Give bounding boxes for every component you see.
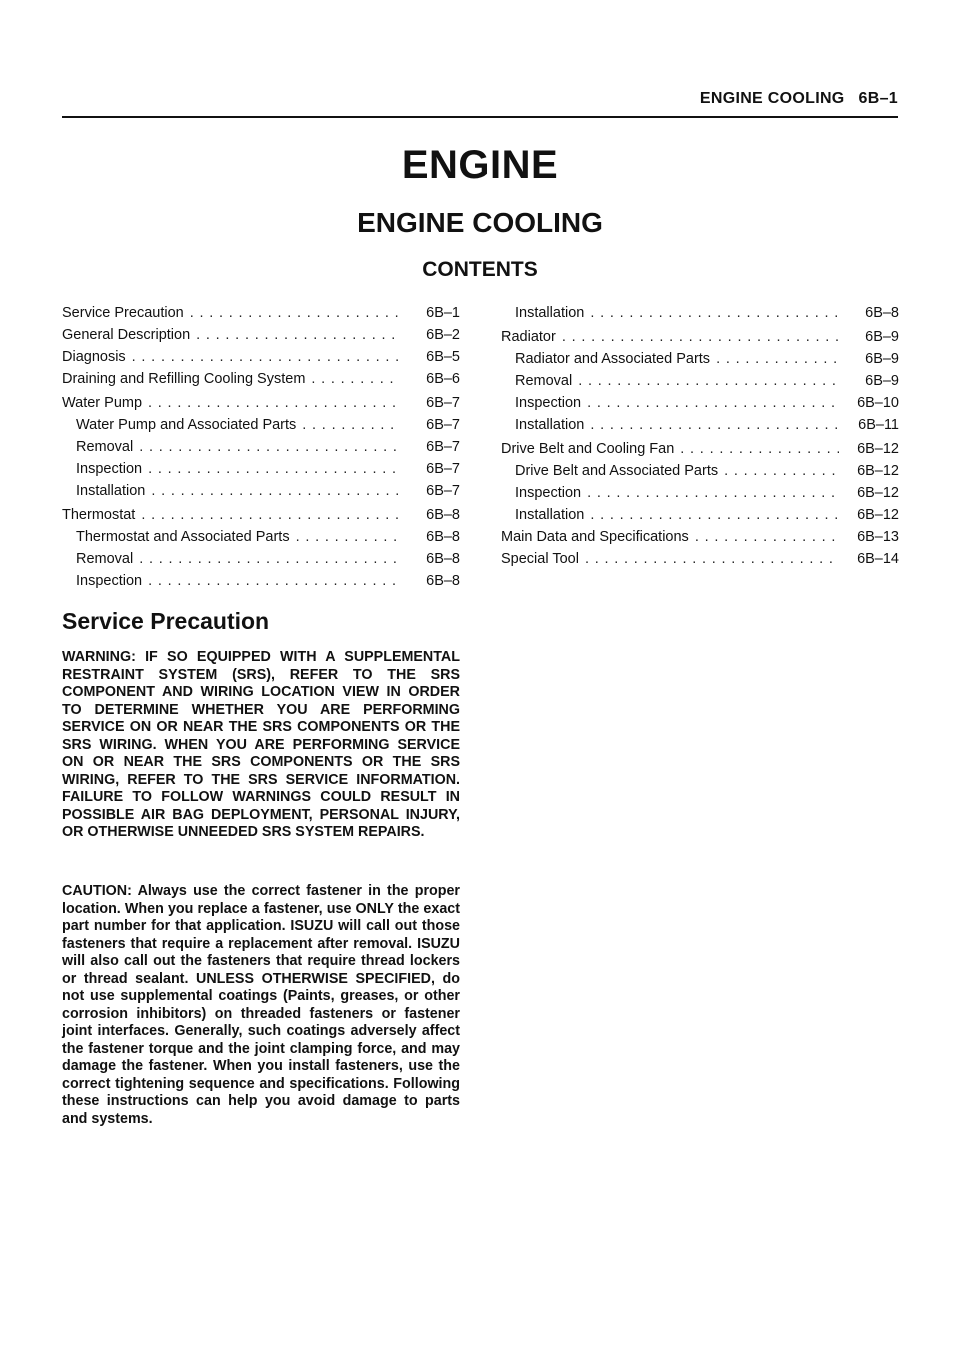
- toc-entry-label: Inspection: [515, 395, 582, 411]
- toc-entry[interactable]: [501, 395, 899, 417]
- toc-entry[interactable]: [62, 395, 460, 417]
- service-precaution-heading: Service Precaution: [62, 608, 270, 634]
- toc-entry-page: 6B–7: [426, 461, 460, 477]
- toc-entry-page: 6B–7: [426, 439, 460, 455]
- toc-entry[interactable]: [62, 439, 460, 461]
- toc-entry-label: Inspection: [76, 573, 143, 589]
- toc-entry-page: 6B–1: [426, 305, 460, 321]
- toc-entry-label: Inspection: [515, 485, 582, 501]
- toc-leader-dots: [590, 507, 839, 523]
- toc-entry-page: 6B–14: [857, 551, 899, 567]
- toc-entry[interactable]: [62, 573, 460, 595]
- toc-entry-label: Inspection: [76, 461, 143, 477]
- toc-entry[interactable]: [501, 529, 899, 551]
- chapter-title: ENGINE: [401, 143, 559, 187]
- section-title: ENGINE COOLING: [357, 207, 603, 238]
- toc-entry-page: 6B–10: [857, 395, 899, 411]
- toc-entry-label: Removal: [76, 439, 134, 455]
- contents-heading: CONTENTS: [422, 258, 538, 281]
- toc-entry-label: Radiator: [501, 329, 556, 345]
- toc-entry-page: 6B–8: [426, 529, 460, 545]
- toc-leader-dots: [590, 305, 839, 321]
- toc-entry-page: 6B–12: [857, 441, 899, 457]
- toc-leader-dots: [302, 417, 400, 433]
- toc-leader-dots: [151, 483, 400, 499]
- toc-leader-dots: [590, 417, 839, 433]
- toc-entry-page: 6B–12: [857, 463, 899, 479]
- toc-entry-page: 6B–8: [426, 573, 460, 589]
- toc-leader-dots: [148, 461, 400, 477]
- toc-entry-label: Radiator and Associated Parts: [515, 351, 711, 367]
- toc-entry[interactable]: [62, 483, 460, 505]
- toc-entry-label: Installation: [515, 305, 585, 321]
- toc-entry-label: Diagnosis: [62, 349, 126, 365]
- toc-leader-dots: [587, 395, 839, 411]
- toc-entry-label: Drive Belt and Associated Parts: [515, 463, 719, 479]
- running-header: [62, 88, 898, 118]
- toc-entry-label: Thermostat: [62, 507, 136, 523]
- toc-leader-dots: [680, 441, 839, 457]
- toc-leader-dots: [311, 371, 400, 387]
- toc-right-column: [501, 305, 899, 573]
- toc-leader-dots: [716, 351, 839, 367]
- toc-entry[interactable]: [501, 305, 899, 327]
- toc-entry-page: 6B–9: [865, 329, 899, 345]
- toc-leader-dots: [296, 529, 400, 545]
- toc-entry-page: 6B–6: [426, 371, 460, 387]
- toc-entry[interactable]: [501, 417, 899, 439]
- toc-left-column: [62, 305, 460, 595]
- toc-entry-label: Water Pump: [62, 395, 143, 411]
- caution-paragraph: CAUTION: Always use the correct fastener in the proper location. When you replace a fastener, use ONLY the exact part number for that application. ISUZU will call out those fasteners that require a replacement after removal. ISUZU will also call out the fasteners that require thread lockers or thread sealant. UNLESS OTHERWISE SPECIFIED, do not use supplemental coatings (Paints, greases, or other corrosion inhibitors) on threaded fasteners or fastener joint interfaces. Generally, such coatings adversely affect the fastener torque and the joint clamping force, and may damage the fastener. When you install fasteners, use the correct tightening sequence and specifications. Following these instructions can help you avoid damage to parts and systems.: [62, 883, 460, 1127]
- toc-leader-dots: [141, 507, 400, 523]
- toc-entry[interactable]: [62, 529, 460, 551]
- toc-entry[interactable]: [62, 349, 460, 371]
- toc-leader-dots: [585, 551, 839, 567]
- toc-entry-page: 6B–8: [865, 305, 899, 321]
- toc-leader-dots: [139, 551, 400, 567]
- toc-entry-label: Thermostat and Associated Parts: [76, 529, 290, 545]
- toc-entry-page: 6B–8: [426, 551, 460, 567]
- toc-entry[interactable]: [62, 507, 460, 529]
- toc-leader-dots: [139, 439, 400, 455]
- header-section-title: ENGINE COOLING: [699, 90, 845, 107]
- toc-leader-dots: [196, 327, 400, 343]
- toc-leader-dots: [695, 529, 839, 545]
- toc-entry-label: Water Pump and Associated Parts: [76, 417, 297, 433]
- toc-entry[interactable]: [501, 351, 899, 373]
- toc-leader-dots: [148, 573, 400, 589]
- toc-entry-label: Draining and Refilling Cooling System: [62, 371, 306, 387]
- toc-entry[interactable]: [62, 551, 460, 573]
- toc-leader-dots: [724, 463, 839, 479]
- toc-entry[interactable]: [501, 507, 899, 529]
- toc-entry[interactable]: [62, 417, 460, 439]
- toc-entry-page: 6B–7: [426, 417, 460, 433]
- running-header-text: [700, 90, 898, 108]
- toc-entry[interactable]: [501, 373, 899, 395]
- toc-entry-page: 6B–12: [857, 485, 899, 501]
- toc-entry-page: 6B–8: [426, 507, 460, 523]
- toc-entry[interactable]: [501, 329, 899, 351]
- toc-entry[interactable]: [501, 485, 899, 507]
- toc-entry-page: 6B–9: [865, 373, 899, 389]
- warning-paragraph: WARNING: IF SO EQUIPPED WITH A SUPPLEMENTAL RESTRAINT SYSTEM (SRS), REFER TO THE SRS COMPONENT AND WIRING LOCATION VIEW IN ORDER TO DETERMINE WHETHER YOU ARE PERFORMING SERVICE ON OR NEAR THE SRS COMPONENTS OR THE SRS WIRING. WHEN YOU ARE PERFORMING SERVICE ON OR NEAR THE SRS COMPONENTS OR THE SRS WIRING, REFER TO THE SRS SERVICE INFORMATION. FAILURE TO FOLLOW WARNINGS COULD RESULT IN POSSIBLE AIR BAG DEPLOYMENT, PERSONAL INJURY, OR OTHERWISE UNNEEDED SRS SYSTEM REPAIRS.: [62, 649, 460, 840]
- toc-entry-label: Drive Belt and Cooling Fan: [501, 441, 675, 457]
- toc-entry-label: Installation: [515, 417, 585, 433]
- toc-leader-dots: [148, 395, 400, 411]
- toc-entry-label: Service Precaution: [62, 305, 184, 321]
- toc-entry-label: Removal: [76, 551, 134, 567]
- toc-entry-page: 6B–9: [865, 351, 899, 367]
- toc-entry[interactable]: [62, 461, 460, 483]
- toc-leader-dots: [587, 485, 839, 501]
- toc-entry-page: 6B–11: [858, 417, 899, 433]
- toc-entry[interactable]: [62, 305, 460, 327]
- toc-entry[interactable]: [501, 441, 899, 463]
- toc-entry-page: 6B–5: [426, 349, 460, 365]
- toc-entry-label: Installation: [76, 483, 146, 499]
- toc-entry-label: Removal: [515, 373, 573, 389]
- toc-entry-page: 6B–7: [426, 395, 460, 411]
- toc-entry-label: Main Data and Specifications: [501, 529, 689, 545]
- toc-entry-label: Special Tool: [501, 551, 579, 567]
- header-page-number: 6B–1: [858, 90, 898, 107]
- toc-leader-dots: [578, 373, 839, 389]
- toc-leader-dots: [562, 329, 839, 345]
- toc-leader-dots: [132, 349, 400, 365]
- toc-entry[interactable]: [62, 327, 460, 349]
- toc-entry[interactable]: [62, 371, 460, 393]
- toc-leader-dots: [190, 305, 400, 321]
- toc-entry[interactable]: [501, 463, 899, 485]
- toc-entry-page: 6B–2: [426, 327, 460, 343]
- toc-entry[interactable]: [501, 551, 899, 573]
- toc-entry-label: General Description: [62, 327, 191, 343]
- toc-entry-page: 6B–12: [857, 507, 899, 523]
- toc-entry-label: Installation: [515, 507, 585, 523]
- toc-entry-page: 6B–7: [426, 483, 460, 499]
- toc-entry-page: 6B–13: [857, 529, 899, 545]
